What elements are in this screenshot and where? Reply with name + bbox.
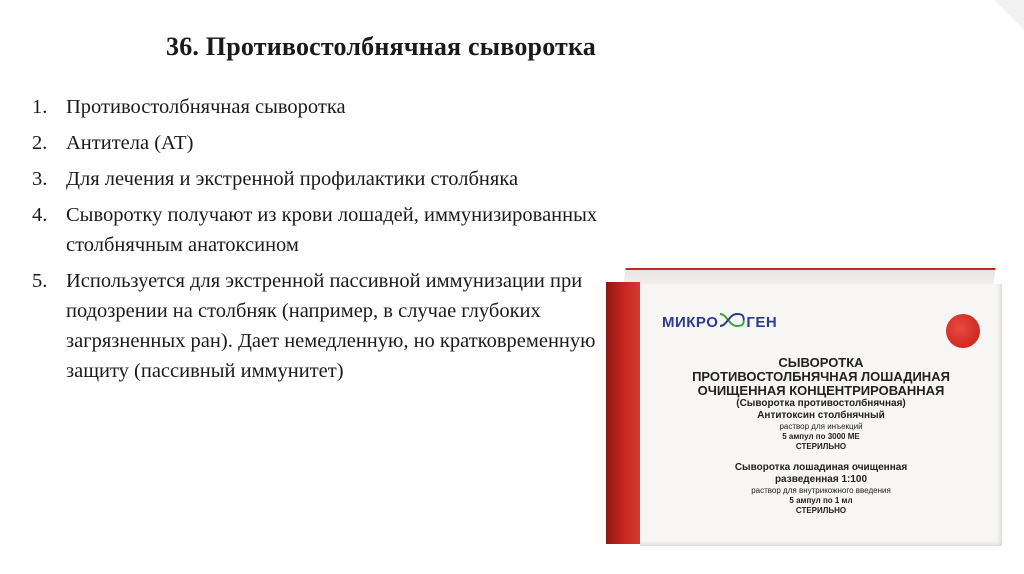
package-line: 5 ампул по 3000 МЕ [782, 432, 860, 441]
list-item [32, 92, 612, 122]
item-number: 1. [32, 96, 48, 118]
list-item [32, 164, 612, 194]
item-text: Используется для экстренной пассивной иммунизации при подозрении на столбняк (например, в случае глубоких загрязненных ран). Дает немедленную, но кратковременную защиту (пассивный иммунитет) [66, 270, 596, 382]
package-line: раствор для внутрикожного введения [751, 486, 891, 495]
package-line: 5 ампул по 1 мл [789, 496, 853, 505]
package-line: ПРОТИВОСТОЛБНЯЧНАЯ ЛОШАДИНАЯ [692, 369, 950, 384]
package-line: СТЕРИЛЬНО [795, 506, 847, 515]
package-red-side [606, 282, 640, 544]
serum-package-image [606, 268, 1006, 550]
package-line: Сыворотка лошадиная очищенная [734, 462, 908, 473]
item-number: 4. [32, 204, 48, 226]
package-line: раствор для инъекций [779, 422, 863, 431]
item-text: Противостолбнячная сыворотка [66, 96, 346, 118]
item-number: 2. [32, 132, 48, 154]
item-text: Антитела (АТ) [66, 132, 194, 154]
brand-right: ГЕН [746, 313, 778, 331]
item-number: 3. [32, 168, 48, 190]
slide-title: 36. Противостолбнячная сыворотка [166, 32, 597, 61]
package-line: Антитоксин столбнячный [757, 410, 885, 421]
package-line: ОЧИЩЕННАЯ КОНЦЕНТРИРОВАННАЯ [697, 383, 945, 398]
package-label-secondary [640, 462, 1002, 516]
package-front [640, 284, 1002, 546]
red-circle-icon [946, 314, 980, 348]
list-item [32, 266, 612, 386]
slide-corner-decoration [994, 0, 1024, 30]
brand-logo [662, 312, 777, 332]
package-line: СТЕРИЛЬНО [795, 442, 847, 451]
package-line: (Сыворотка противостолбнячная) [736, 398, 906, 409]
item-number: 5. [32, 270, 48, 292]
package-line: разведенная 1:100 [774, 474, 868, 485]
list-item [32, 128, 612, 158]
bullet-list [32, 92, 612, 392]
item-text: Сыворотку получают из крови лошадей, иммунизированных столбнячным анатоксином [66, 204, 598, 256]
item-text: Для лечения и экстренной профилактики столбняка [66, 168, 519, 190]
dna-helix-icon [719, 312, 745, 332]
package-label-main [640, 356, 1002, 452]
package-line: СЫВОРОТКА [778, 355, 864, 370]
brand-left: МИКРО [662, 313, 719, 331]
list-item [32, 200, 612, 260]
